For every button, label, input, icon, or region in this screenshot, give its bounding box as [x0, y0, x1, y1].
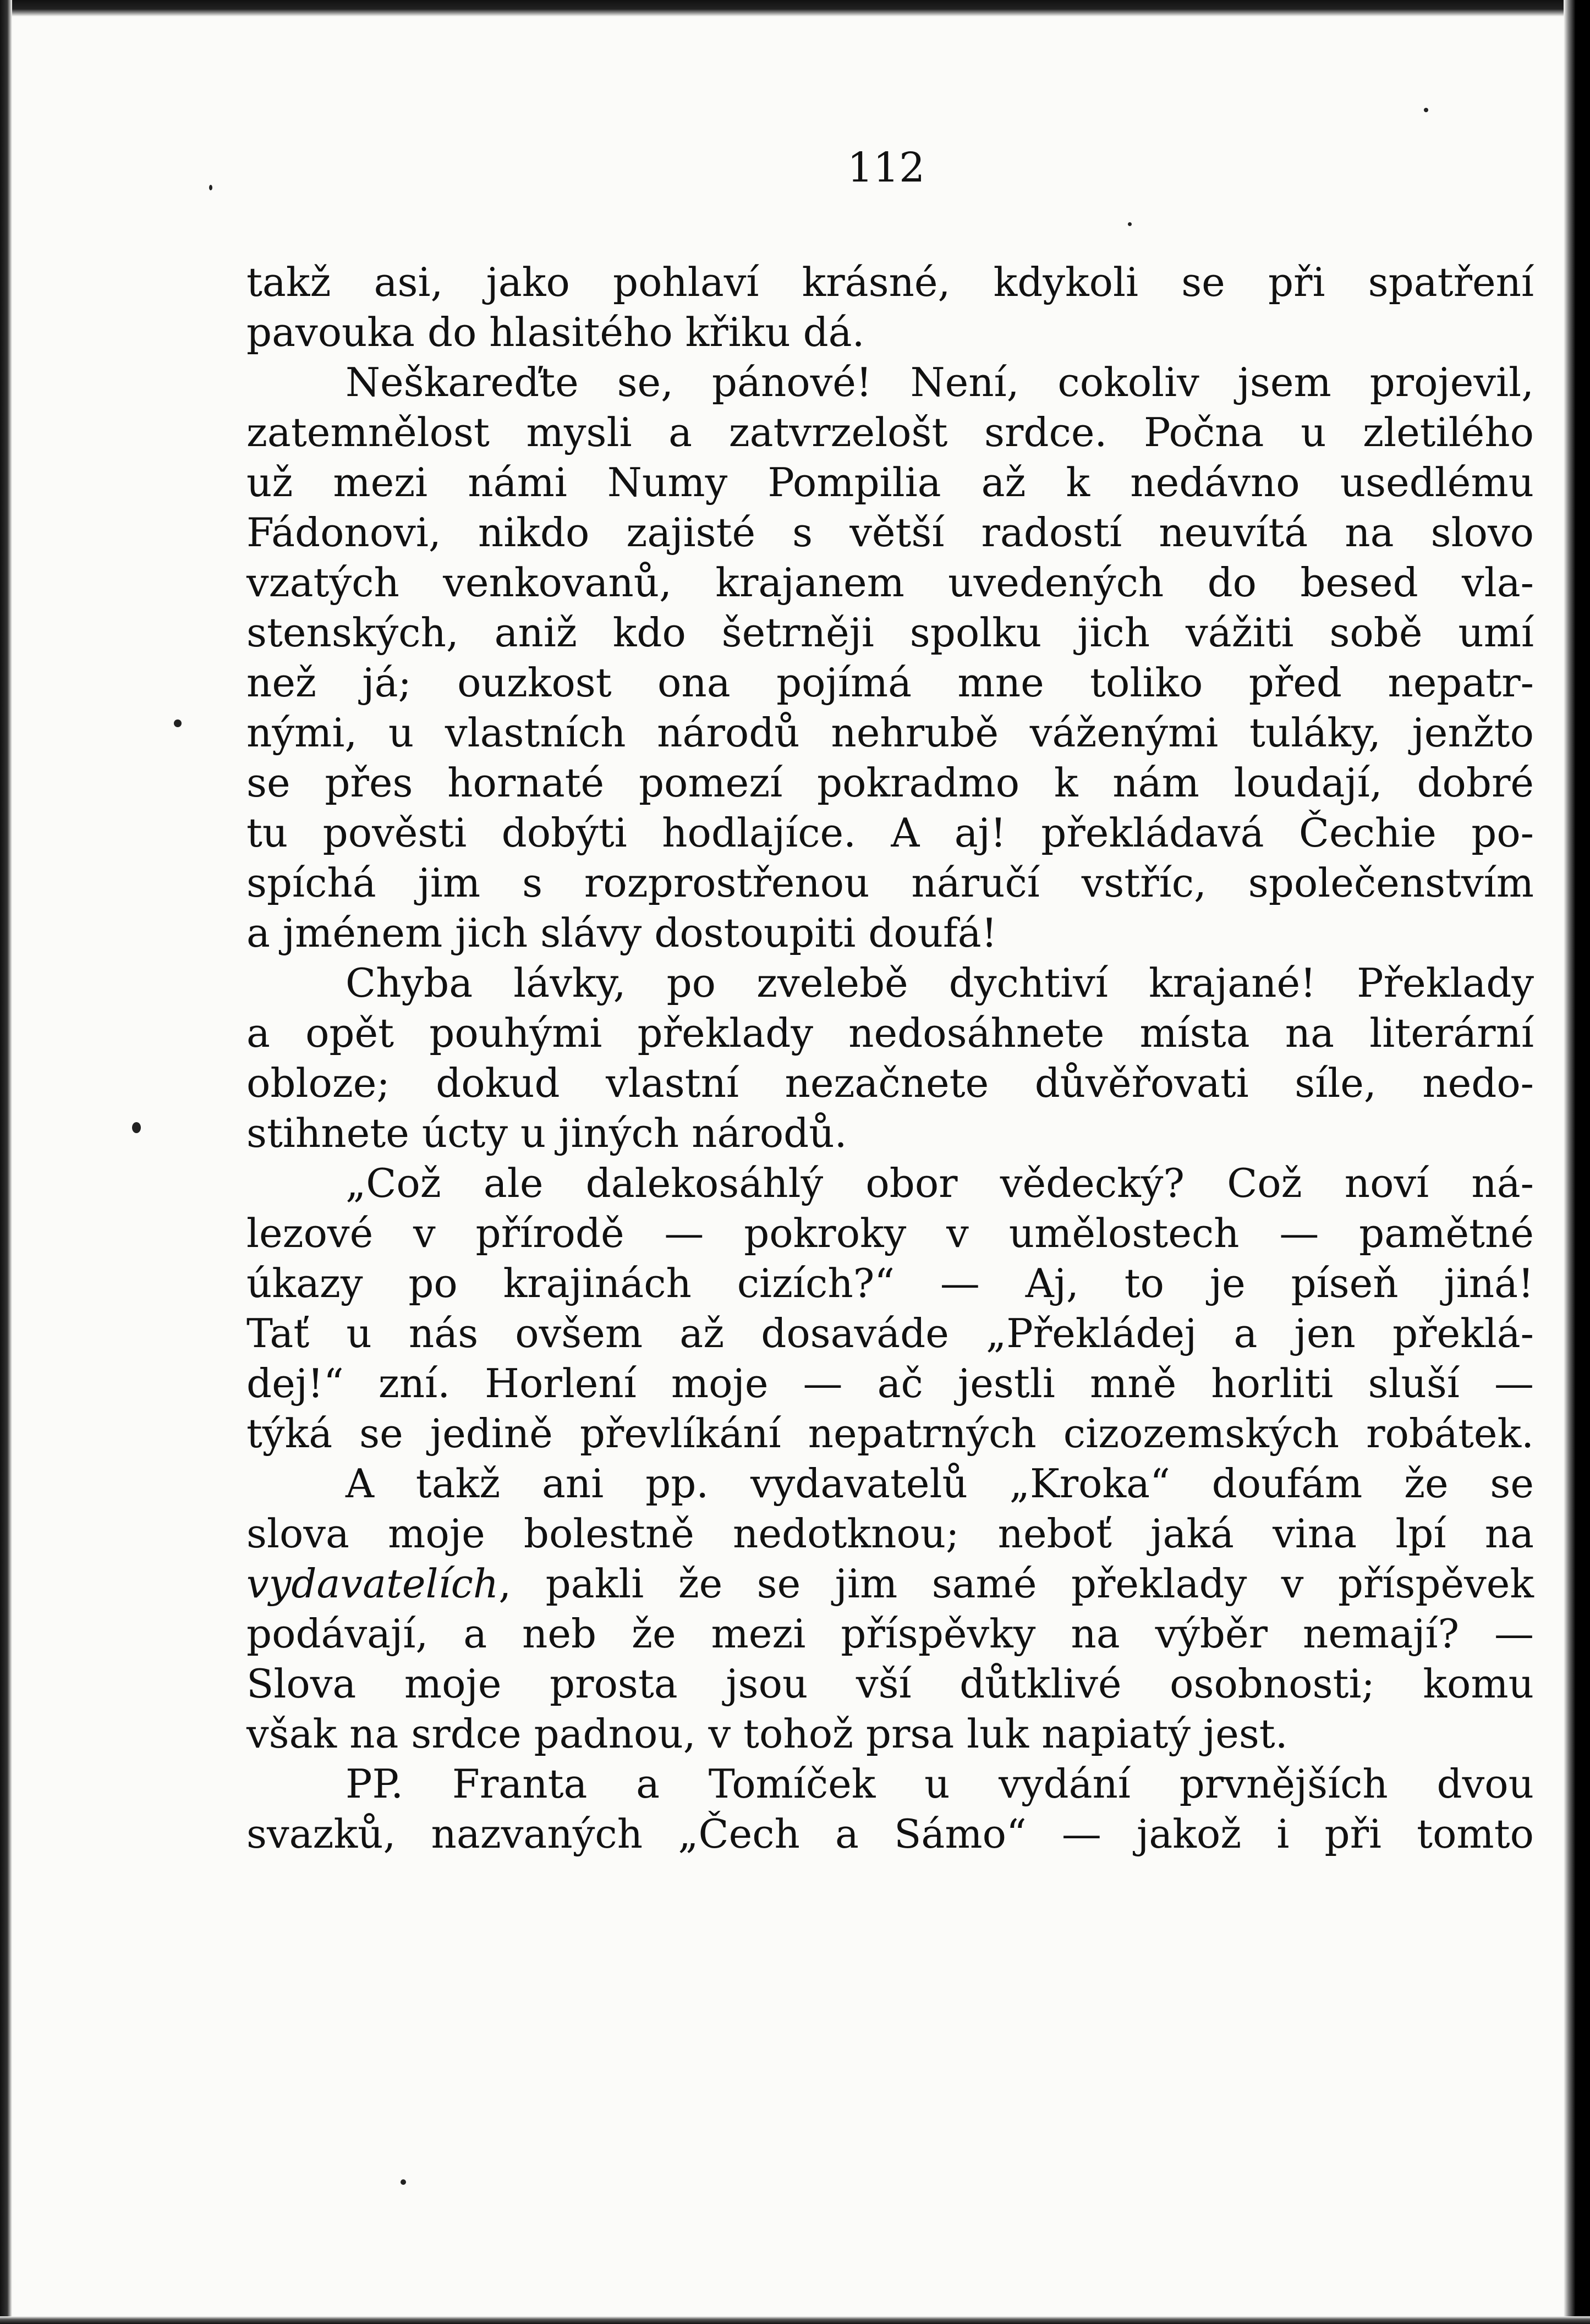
- text-line: už mezi námi Numy Pompilia až k nedávno usedlému: [246, 459, 1534, 506]
- text-line: slova moje bolestně nedotknou; neboť jaká vina lpí na: [246, 1510, 1534, 1557]
- text-line: Slova moje prosta jsou vší důtklivé osobnosti; komu: [246, 1661, 1534, 1707]
- text-line: se přes hornaté pomezí pokradmo k nám loudají, dobré: [246, 760, 1534, 806]
- text-line: a opět pouhými překlady nedosáhnete místa na literární: [246, 1010, 1534, 1056]
- text-line: vzatých venkovanů, krajanem uvedených do besed vla-: [246, 559, 1534, 606]
- text-line: Fádonovi, nikdo zajisté s větší radostí neuvítá na slovo: [246, 509, 1534, 556]
- scan-speck: [401, 2179, 406, 2185]
- text-line: než já; ouzkost ona pojímá mne toliko před nepatr-: [246, 660, 1534, 706]
- scan-speck: [1424, 108, 1428, 112]
- text-line: PP. Franta a Tomíček u vydání prvnějších dvou: [346, 1761, 1534, 1807]
- scan-speck: [132, 1122, 141, 1133]
- text-line: Chyba lávky, po zvelebě dychtiví krajané! Překlady: [346, 960, 1534, 1006]
- italic-word: vydavatelích: [246, 1561, 499, 1607]
- scan-edge-top: [0, 0, 1590, 17]
- text-line: A takž ani pp. vydavatelů „Kroka“ doufám že se: [346, 1460, 1534, 1507]
- scan-edge-left: [0, 0, 12, 2324]
- text-line: zatemnělost mysli a zatvrzelošt srdce. Počna u zletilého: [246, 409, 1534, 455]
- body-text: [246, 257, 1534, 1859]
- scan-speck: [1128, 222, 1132, 226]
- scan-edge-right: [1564, 0, 1590, 2324]
- text-line: úkazy po krajinách cizích?“ — Aj, to je píseň jiná!: [246, 1260, 1534, 1306]
- text-line: nými, u vlastních národů nehrubě váženými tuláky, jenžto: [246, 710, 1534, 756]
- text-line: „Což ale dalekosáhlý obor vědecký? Což noví ná-: [346, 1160, 1534, 1206]
- text-line: a jménem jich slávy dostoupiti doufá!: [246, 910, 997, 956]
- text-line: podávají, a neb že mezi příspěvky na výběr nemají? —: [246, 1611, 1534, 1657]
- page-number: 112: [847, 144, 925, 191]
- text-line: spíchá jim s rozprostřenou náručí vstříc, společenstvím: [246, 860, 1534, 906]
- text-line: týká se jedině převlíkání nepatrných cizozemských robátek.: [246, 1410, 1534, 1457]
- text-line: stenských, aniž kdo šetrněji spolku jich vážiti sobě umí: [246, 609, 1534, 656]
- text-line: však na srdce padnou, v tohož prsa luk napiatý jest.: [246, 1711, 1288, 1757]
- text-line: lezové v přírodě — pokroky v umělostech — pamětné: [246, 1210, 1534, 1256]
- text-line: svazků, nazvaných „Čech a Sámo“ — jakož i při tomto: [246, 1811, 1534, 1857]
- text-line: stihnete úcty u jiných národů.: [246, 1110, 847, 1156]
- text-line-rest: , pakli že se jim samé překlady v příspěvek: [498, 1561, 1534, 1607]
- text-line: pavouka do hlasitého křiku dá.: [246, 309, 865, 355]
- text-line: tu pověsti dobýti hodlajíce. A aj! překládavá Čechie po-: [246, 810, 1534, 856]
- scan-speck: [174, 719, 182, 727]
- scan-speck: [209, 185, 212, 190]
- text-line: dej!“ zní. Horlení moje — ač jestli mně horliti sluší —: [246, 1360, 1534, 1407]
- text-line: [246, 1559, 1534, 1609]
- text-line: obloze; dokud vlastní nezačnete důvěřovati síle, nedo-: [246, 1060, 1534, 1106]
- text-line: Neškareďte se, pánové! Není, cokoliv jsem projevil,: [346, 359, 1534, 405]
- text-line: takž asi, jako pohlaví krásné, kdykoli se při spatření: [246, 259, 1534, 305]
- text-line: Tať u nás ovšem až dosaváde „Překládej a jen překlá-: [246, 1310, 1534, 1356]
- scan-edge-bottom: [0, 2316, 1590, 2324]
